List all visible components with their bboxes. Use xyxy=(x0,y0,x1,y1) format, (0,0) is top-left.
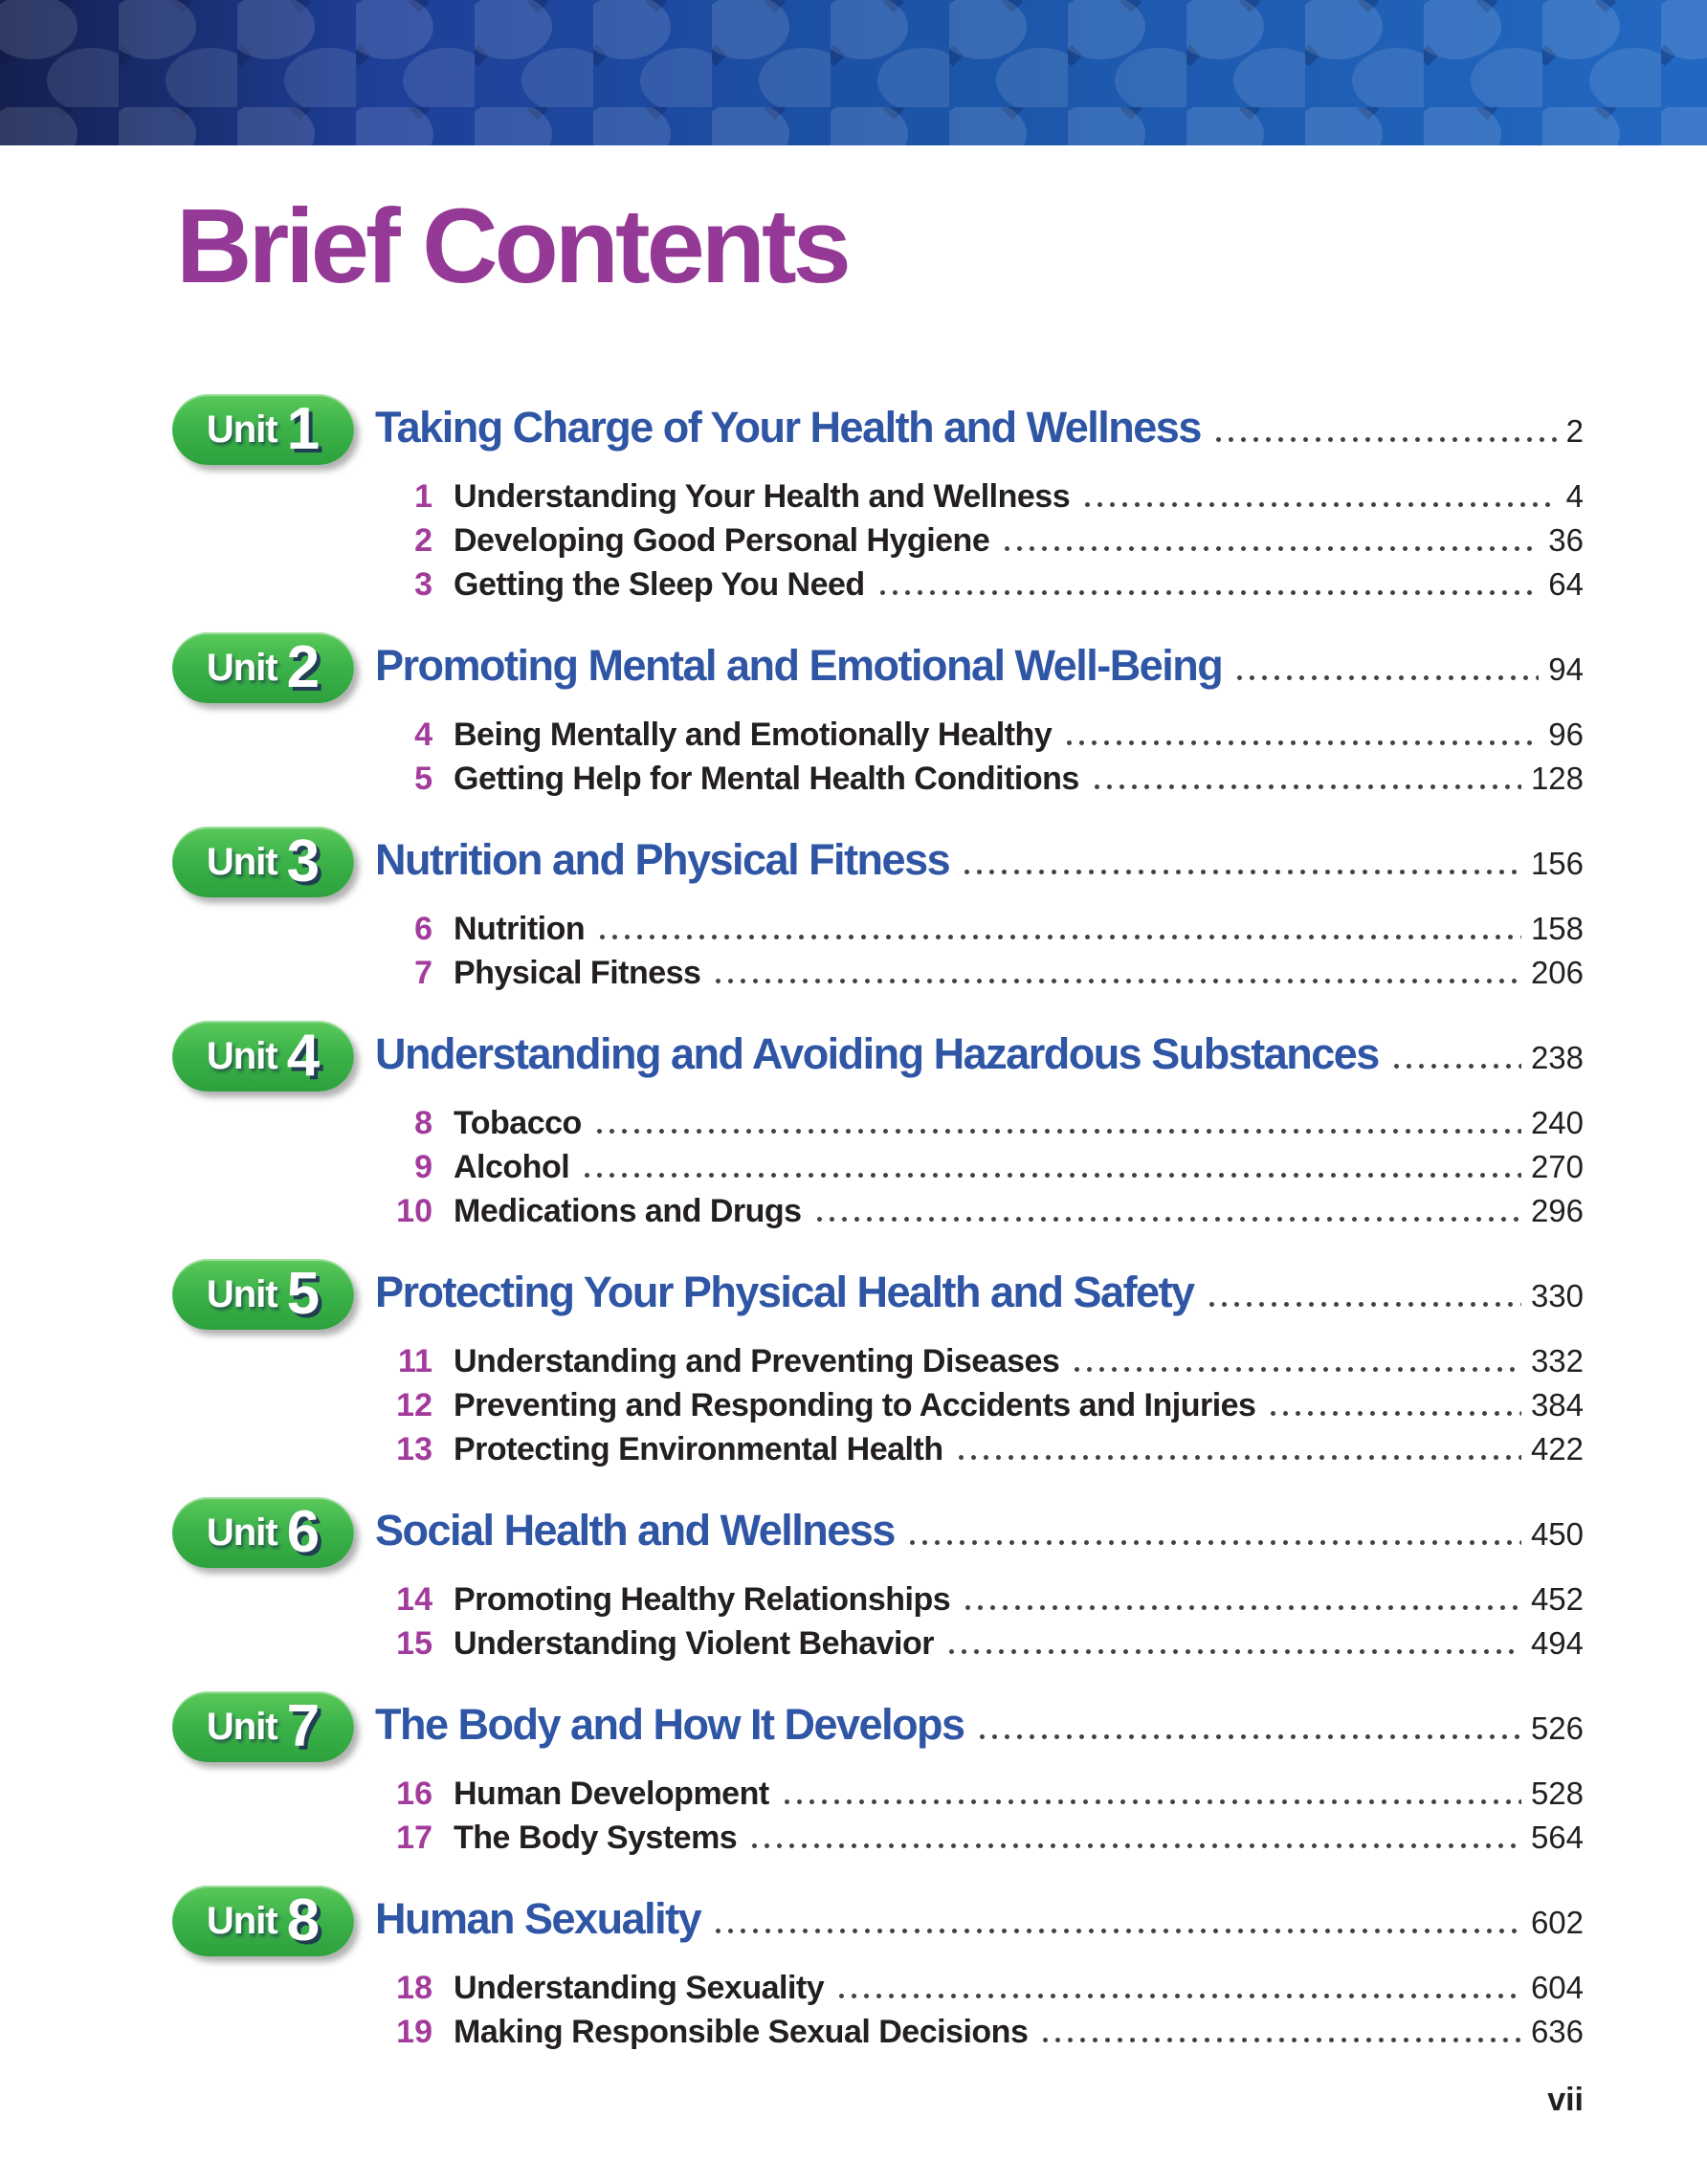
dotted-leader xyxy=(1212,437,1557,442)
unit-badge xyxy=(172,1691,354,1762)
chapter-number: 14 xyxy=(396,1581,432,1618)
chapter-row xyxy=(375,1621,1584,1666)
chapter-page-number: 422 xyxy=(1530,1431,1584,1467)
dotted-leader xyxy=(945,1649,1521,1654)
chapter-list xyxy=(375,1966,1584,2054)
chapter-row xyxy=(375,907,1584,951)
dotted-leader xyxy=(962,1605,1521,1610)
unit-badge-label: Unit xyxy=(206,646,277,689)
unit-heading-row xyxy=(375,1886,1584,1956)
chapter-number: 5 xyxy=(414,761,432,797)
chapter-number: 11 xyxy=(398,1343,432,1379)
unit-title: Nutrition and Physical Fitness xyxy=(375,835,950,884)
chapter-number: 9 xyxy=(414,1149,432,1185)
dotted-leader xyxy=(1071,1367,1521,1372)
chapter-number: 17 xyxy=(396,1820,432,1856)
unit-badge-number: 4 xyxy=(286,1023,321,1089)
dotted-leader xyxy=(1206,1302,1521,1307)
chapter-row xyxy=(375,1101,1584,1145)
dotted-leader xyxy=(1267,1411,1520,1416)
chapter-page-number: 158 xyxy=(1530,911,1584,946)
unit-page-number: 156 xyxy=(1530,846,1584,881)
chapter-title: Physical Fitness xyxy=(454,955,701,991)
dotted-leader xyxy=(906,1540,1521,1545)
unit-heading-row xyxy=(375,1259,1584,1330)
folio-page-number: vii xyxy=(1547,2082,1584,2118)
chapter-number: 1 xyxy=(414,478,432,515)
chapter-title: Understanding Violent Behavior xyxy=(454,1625,935,1662)
unit-badge-number: 8 xyxy=(286,1887,321,1953)
unit-content xyxy=(375,394,1584,607)
chapter-title: Preventing and Responding to Accidents and Injuries xyxy=(454,1387,1256,1423)
chapter-title: Promoting Healthy Relationships xyxy=(454,1581,951,1618)
chapter-page-number: 4 xyxy=(1565,478,1584,514)
chapter-page-number: 128 xyxy=(1530,761,1584,796)
unit-badge xyxy=(172,394,354,465)
chapter-page-number: 604 xyxy=(1530,1970,1584,2005)
dotted-leader xyxy=(1001,546,1539,551)
chapter-title: Protecting Environmental Health xyxy=(454,1431,943,1467)
chapter-list xyxy=(375,1339,1584,1471)
chapter-title: Alcohol xyxy=(454,1149,570,1185)
unit-content xyxy=(375,1691,1584,1860)
dotted-leader xyxy=(1091,784,1521,789)
chapter-list xyxy=(375,713,1584,801)
unit-title: Taking Charge of Your Health and Wellness xyxy=(375,403,1201,452)
chapter-title: Medications and Drugs xyxy=(454,1193,802,1229)
chapter-title: Developing Good Personal Hygiene xyxy=(454,522,990,559)
chapter-row xyxy=(375,1145,1584,1189)
unit-title: Understanding and Avoiding Hazardous Substances xyxy=(375,1029,1379,1078)
chapter-list xyxy=(375,1577,1584,1666)
unit-content xyxy=(375,1886,1584,2054)
unit-page-number: 94 xyxy=(1548,651,1584,687)
chapter-page-number: 36 xyxy=(1548,522,1584,558)
chapter-page-number: 206 xyxy=(1530,955,1584,990)
chapter-number: 7 xyxy=(414,955,432,991)
unit-badge xyxy=(172,632,354,703)
unit-badge xyxy=(172,1259,354,1330)
chapter-number: 6 xyxy=(414,911,432,947)
chapter-title: Being Mentally and Emotionally Healthy xyxy=(454,717,1053,753)
chapter-number: 10 xyxy=(396,1193,432,1229)
unit-page-number: 450 xyxy=(1530,1516,1584,1552)
unit-page-number: 602 xyxy=(1530,1905,1584,1940)
chapter-number: 18 xyxy=(396,1970,432,2006)
unit-heading-row xyxy=(375,394,1584,465)
unit-content xyxy=(375,632,1584,801)
unit-badge-label: Unit xyxy=(206,408,277,451)
chapter-number: 16 xyxy=(396,1776,432,1812)
dotted-leader xyxy=(976,1734,1521,1739)
chapter-title: Human Development xyxy=(454,1776,769,1812)
chapter-list xyxy=(375,1772,1584,1860)
unit-badge-label: Unit xyxy=(206,1899,277,1942)
chapter-row xyxy=(375,563,1584,607)
chapter-row xyxy=(375,951,1584,995)
chapter-page-number: 332 xyxy=(1530,1343,1584,1379)
unit-badge xyxy=(172,1021,354,1092)
chapter-page-number: 636 xyxy=(1530,2014,1584,2049)
unit-heading-row xyxy=(375,827,1584,897)
unit-badge xyxy=(172,1886,354,1956)
unit-badge-number: 7 xyxy=(286,1693,321,1759)
page-title: Brief Contents xyxy=(176,188,848,305)
unit-block xyxy=(172,1691,1584,1860)
unit-heading-row xyxy=(375,1691,1584,1762)
unit-badge-label: Unit xyxy=(206,1511,277,1554)
dotted-leader xyxy=(596,935,1521,939)
unit-content xyxy=(375,1259,1584,1471)
chapter-row xyxy=(375,1383,1584,1427)
chapter-title: Getting Help for Mental Health Conditions xyxy=(454,761,1079,797)
unit-badge-label: Unit xyxy=(206,1272,277,1315)
chapter-number: 3 xyxy=(414,566,432,603)
chapter-title: Understanding Sexuality xyxy=(454,1970,825,2006)
unit-page-number: 238 xyxy=(1530,1040,1584,1075)
chapter-list xyxy=(375,907,1584,995)
unit-badge-number: 1 xyxy=(286,396,321,462)
unit-badge-number: 5 xyxy=(286,1261,321,1327)
chapter-list xyxy=(375,474,1584,607)
unit-badge-number: 2 xyxy=(286,634,321,700)
unit-heading-row xyxy=(375,1021,1584,1092)
unit-block xyxy=(172,632,1584,801)
dotted-leader xyxy=(835,1994,1521,1998)
dotted-leader xyxy=(1233,675,1539,680)
chapter-page-number: 528 xyxy=(1530,1776,1584,1811)
unit-content xyxy=(375,827,1584,995)
chapter-page-number: 296 xyxy=(1530,1193,1584,1228)
chapter-page-number: 240 xyxy=(1530,1105,1584,1140)
dotted-leader xyxy=(748,1843,1521,1848)
unit-title: Social Health and Wellness xyxy=(375,1506,895,1555)
chapter-row xyxy=(375,2010,1584,2054)
chapter-page-number: 564 xyxy=(1530,1820,1584,1855)
chapter-title: Making Responsible Sexual Decisions xyxy=(454,2014,1029,2050)
unit-block xyxy=(172,827,1584,995)
unit-page-number: 330 xyxy=(1530,1278,1584,1313)
chapter-row xyxy=(375,713,1584,757)
chapter-number: 15 xyxy=(396,1625,432,1662)
chapter-number: 4 xyxy=(414,717,432,753)
chapter-row xyxy=(375,1339,1584,1383)
chapter-number: 2 xyxy=(414,522,432,559)
chapter-row xyxy=(375,757,1584,801)
unit-badge xyxy=(172,1497,354,1568)
chapter-row xyxy=(375,1189,1584,1233)
unit-title: Protecting Your Physical Health and Safety xyxy=(375,1268,1194,1316)
unit-title: The Body and How It Develops xyxy=(375,1700,964,1749)
dotted-leader xyxy=(1039,2038,1521,2042)
dotted-leader xyxy=(581,1173,1521,1178)
chapter-title: Getting the Sleep You Need xyxy=(454,566,865,603)
unit-block xyxy=(172,394,1584,607)
unit-page-number: 526 xyxy=(1530,1710,1584,1746)
unit-badge xyxy=(172,827,354,897)
unit-title: Promoting Mental and Emotional Well-Being xyxy=(375,641,1223,690)
dotted-leader xyxy=(961,870,1521,874)
dotted-leader xyxy=(813,1217,1521,1222)
chapter-number: 8 xyxy=(414,1105,432,1141)
chapter-title: The Body Systems xyxy=(454,1820,738,1856)
dotted-leader xyxy=(1081,502,1557,507)
dotted-leader xyxy=(1390,1064,1521,1069)
dotted-leader xyxy=(955,1455,1521,1460)
unit-heading-row xyxy=(375,1497,1584,1568)
chapter-row xyxy=(375,1966,1584,2010)
dotted-leader xyxy=(593,1129,1521,1134)
unit-content xyxy=(375,1497,1584,1666)
unit-block xyxy=(172,1259,1584,1471)
dotted-leader xyxy=(876,590,1540,595)
chapter-number: 19 xyxy=(396,2014,432,2050)
unit-content xyxy=(375,1021,1584,1233)
chapter-number: 12 xyxy=(396,1387,432,1423)
unit-badge-label: Unit xyxy=(206,1034,277,1077)
unit-block xyxy=(172,1886,1584,2054)
chapter-row xyxy=(375,474,1584,518)
chapter-row xyxy=(375,1816,1584,1860)
dotted-leader xyxy=(712,979,1520,983)
dotted-leader xyxy=(781,1799,1521,1804)
chapter-title: Tobacco xyxy=(454,1105,582,1141)
chapter-page-number: 64 xyxy=(1548,566,1584,602)
chapter-page-number: 452 xyxy=(1530,1581,1584,1617)
chapter-row xyxy=(375,1427,1584,1471)
units-list xyxy=(0,394,1707,2054)
chapter-row xyxy=(375,1577,1584,1621)
unit-block xyxy=(172,1021,1584,1233)
dotted-leader xyxy=(1063,740,1539,745)
dotted-leader xyxy=(712,1929,1521,1933)
header-decoration xyxy=(0,0,1707,145)
unit-badge-label: Unit xyxy=(206,1705,277,1748)
unit-heading-row xyxy=(375,632,1584,703)
unit-title: Human Sexuality xyxy=(375,1894,701,1943)
unit-badge-label: Unit xyxy=(206,840,277,883)
chapter-title: Nutrition xyxy=(454,911,586,947)
chapter-title: Understanding Your Health and Wellness xyxy=(454,478,1071,515)
unit-block xyxy=(172,1497,1584,1666)
unit-badge-number: 3 xyxy=(286,828,321,894)
unit-page-number: 2 xyxy=(1565,413,1584,449)
chapter-number: 13 xyxy=(396,1431,432,1467)
chapter-page-number: 96 xyxy=(1548,717,1584,752)
chapter-row xyxy=(375,1772,1584,1816)
chapter-page-number: 270 xyxy=(1530,1149,1584,1184)
unit-badge-number: 6 xyxy=(286,1499,321,1565)
chapter-row xyxy=(375,518,1584,563)
chapter-page-number: 494 xyxy=(1530,1625,1584,1661)
chapter-title: Understanding and Preventing Diseases xyxy=(454,1343,1060,1379)
chapter-list xyxy=(375,1101,1584,1233)
chapter-page-number: 384 xyxy=(1530,1387,1584,1423)
